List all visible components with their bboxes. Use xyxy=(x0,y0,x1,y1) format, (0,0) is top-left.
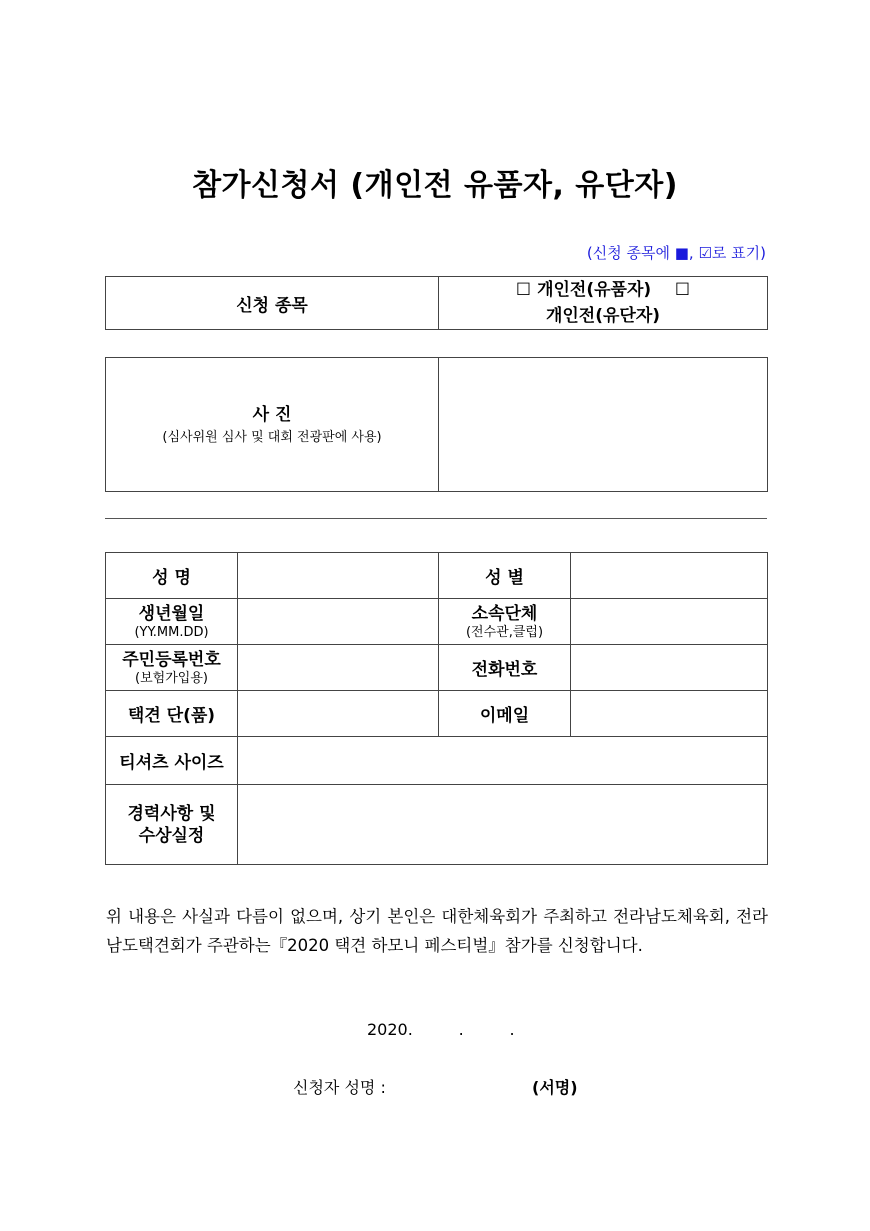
option2-label: 개인전(유단자) xyxy=(545,306,661,326)
career-label-cell xyxy=(106,785,238,865)
id-sub: (보험가입용) xyxy=(135,670,208,686)
phone-label: 전화번호 xyxy=(439,645,571,691)
career-field[interactable] xyxy=(238,785,768,865)
tshirt-field[interactable] xyxy=(238,737,768,785)
event-label: 신청 종목 xyxy=(106,277,439,330)
id-field[interactable] xyxy=(238,645,439,691)
photo-sub: (심사위원 심사 및 대회 전광판에 사용) xyxy=(162,429,382,445)
event-options xyxy=(439,277,768,330)
photo-table xyxy=(105,357,768,492)
info-table xyxy=(105,552,768,865)
name-label: 성 명 xyxy=(106,553,238,599)
page-title: 참가신청서 (개인전 유품자, 유단자) xyxy=(192,168,678,203)
application-date: 2020. . . xyxy=(367,1020,515,1039)
photo-box[interactable] xyxy=(439,358,768,492)
photo-label: 사 진 xyxy=(252,404,292,425)
club-label: 소속단체 xyxy=(471,603,538,624)
club-sub: (전수관,클럽) xyxy=(465,624,544,640)
option1-label: 개인전(유품자) xyxy=(537,280,652,300)
phone-field[interactable] xyxy=(571,645,768,691)
birth-field[interactable] xyxy=(238,599,439,645)
photo-label-cell xyxy=(106,358,439,492)
rank-label: 택견 단(품) xyxy=(106,691,238,737)
gender-field[interactable] xyxy=(571,553,768,599)
marking-note: (신청 종목에 ■, ☑로 표기) xyxy=(586,244,766,262)
option1-checkbox[interactable]: ☐ xyxy=(515,280,532,300)
career-label-line2: 수상실정 xyxy=(138,825,205,846)
signer-label: 신청자 성명 : xyxy=(293,1078,386,1097)
divider-line xyxy=(105,518,767,519)
option2-checkbox[interactable]: ☐ xyxy=(674,280,691,300)
signature-mark: (서명) xyxy=(532,1078,578,1097)
id-label: 주민등록번호 xyxy=(122,649,221,670)
email-label: 이메일 xyxy=(439,691,571,737)
event-table xyxy=(105,276,768,330)
birth-label-cell xyxy=(106,599,238,645)
name-field[interactable] xyxy=(238,553,439,599)
gender-label: 성 별 xyxy=(439,553,571,599)
declaration-text: 위 내용은 사실과 다름이 없으며, 상기 본인은 대한체육회가 주최하고 전라남도체육회, 전라남도택견회가 주관하는『2020 택견 하모니 페스티벌』참가를 신청합니다. xyxy=(106,907,768,955)
id-label-cell xyxy=(106,645,238,691)
club-label-cell xyxy=(439,599,571,645)
birth-label: 생년월일 xyxy=(138,603,205,624)
tshirt-label: 티셔츠 사이즈 xyxy=(106,737,238,785)
email-field[interactable] xyxy=(571,691,768,737)
birth-sub: (YY.MM.DD) xyxy=(134,624,209,640)
club-field[interactable] xyxy=(571,599,768,645)
career-label-line1: 경력사항 및 xyxy=(127,803,216,824)
rank-field[interactable] xyxy=(238,691,439,737)
